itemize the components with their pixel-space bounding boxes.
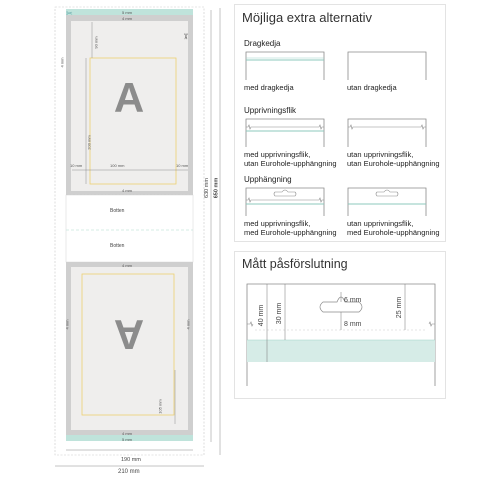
closure-panel (234, 251, 446, 399)
back-letter-a: A (113, 311, 145, 358)
zip-without-illustration (347, 50, 427, 80)
zip-without-caption: utan dragkedja (347, 83, 397, 92)
scissors-icon: ✂ (66, 9, 73, 18)
dim-left-4mm: 4 mm (59, 57, 65, 68)
dim-6mm: 6 mm (344, 297, 362, 304)
zip-with-caption: med dragkedja (244, 83, 294, 92)
dim-200mm: 200 mm (86, 135, 92, 150)
dim-mid-4mm: 4 mm (122, 188, 132, 193)
hang-with-caption-1: med upprivningsflik, (244, 219, 311, 228)
dim-30mm: 30 mm (276, 302, 284, 325)
dim-10mm-left: 10 mm (70, 163, 83, 168)
dim-105mm: 105 mm (157, 399, 163, 414)
dim-bottom-4mm: 4 mm (122, 431, 132, 436)
dim-top-5mm: 5 mm (122, 10, 132, 15)
dim-90mm: 90 mm (93, 36, 99, 49)
dim-top-4mm: 4 mm (122, 16, 132, 21)
extras-panel (234, 4, 446, 242)
extras-title: Möjliga extra alternativ (242, 10, 373, 25)
dim-bottom-5mm: 5 mm (122, 437, 132, 442)
closure-diagram (245, 282, 437, 387)
botten-label-2: Botten (110, 243, 125, 249)
hang-without-illustration (347, 186, 427, 216)
tear-with-illustration (245, 117, 325, 147)
tear-with-caption-2: utan Eurohole-upphängning (244, 159, 337, 168)
dim-210mm: 210 mm (118, 469, 140, 475)
section-tear: Upprivningsflik (244, 106, 297, 115)
hang-without-caption-2: med Eurohole-upphängning (347, 228, 440, 237)
dim-lower-4mm-right: 4 mm (185, 319, 191, 330)
dim-650mm: 650 mm (213, 177, 220, 199)
tear-without-illustration (347, 117, 427, 147)
closure-title: Mått påsförslutning (242, 257, 348, 271)
front-letter-a: A (113, 74, 145, 121)
dim-10mm-right: 10 mm (176, 163, 189, 168)
scissors-icon: ✂ (180, 33, 190, 40)
zip-with-illustration (245, 50, 325, 80)
dim-25mm: 25 mm (396, 296, 404, 319)
dim-100mm: 100 mm (110, 163, 125, 168)
dim-8mm: 8 mm (344, 321, 362, 328)
botten-label-1: Botten (110, 208, 125, 214)
hang-without-caption-1: utan upprivningsflik, (347, 219, 414, 228)
section-zip: Dragkedja (244, 39, 281, 48)
tear-without-caption-1: utan upprivningsflik, (347, 150, 414, 159)
dim-40mm: 40 mm (258, 304, 266, 327)
tear-without-caption-2: utan Eurohole-upphängning (347, 159, 440, 168)
dim-630mm: 630 mm (203, 178, 210, 198)
dim-lower-4mm-top: 4 mm (122, 263, 132, 268)
dim-lower-4mm-left: 4 mm (64, 319, 70, 330)
section-hang: Upphängning (244, 175, 292, 184)
bottom-gusset-area (66, 195, 193, 262)
tear-with-caption-1: med upprivningsflik, (244, 150, 311, 159)
hang-with-illustration (245, 186, 325, 216)
zip-seal-band (247, 340, 435, 362)
dim-190mm: 190 mm (121, 457, 141, 463)
hang-with-caption-2: med Eurohole-upphängning (244, 228, 337, 237)
bag-template-diagram (0, 0, 240, 500)
